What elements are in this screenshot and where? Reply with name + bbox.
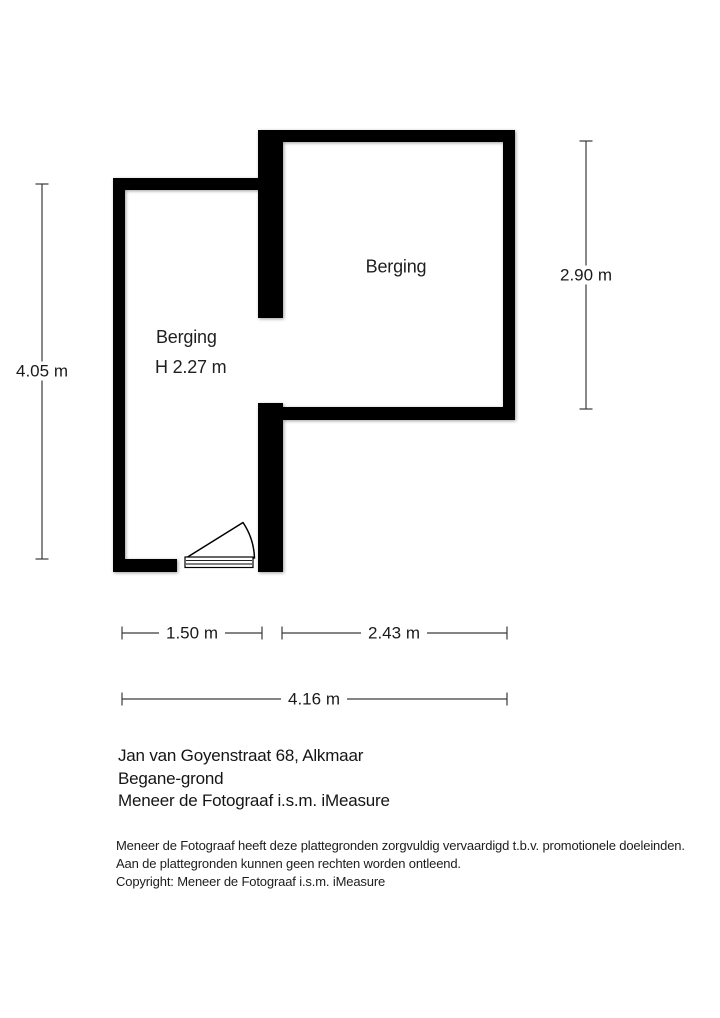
- disclaimer-line-3: Copyright: Meneer de Fotograaf i.s.m. iMeasure: [116, 874, 386, 889]
- dimension-label-bottom-left-width: 1.50 m: [159, 624, 225, 643]
- dimension-label-bottom-total-width: 4.16 m: [281, 690, 347, 709]
- dimension-label-right-height: 2.90 m: [553, 266, 619, 285]
- disclaimer: [116, 837, 685, 891]
- wall-divider-lower: [258, 403, 283, 572]
- wall-divider-upper: [258, 130, 283, 318]
- disclaimer-line-1: Meneer de Fotograaf heeft deze plattegronden zorgvuldig vervaardigd t.b.v. promotionele doeleinden.: [116, 838, 685, 853]
- walls: [113, 130, 515, 572]
- dimension-label-bottom-right-width: 2.43 m: [361, 624, 427, 643]
- dimension-label-left-height: 4.05 m: [9, 362, 75, 381]
- wall-bottom-right-room: [258, 407, 515, 420]
- floor-name-line: Begane-grond: [118, 768, 224, 788]
- wall-right-exterior: [503, 130, 515, 420]
- disclaimer-line-2: Aan de plattegronden kunnen geen rechten worden ontleend.: [116, 856, 461, 871]
- credit-line: Meneer de Fotograaf i.s.m. iMeasure: [118, 791, 390, 810]
- wall-left-exterior: [113, 178, 125, 572]
- room-height-label: H 2.27 m: [155, 357, 227, 377]
- door: [185, 523, 255, 568]
- wall-top-left-room: [113, 178, 258, 190]
- footer-info: [118, 745, 390, 813]
- door-leaf: [185, 557, 253, 568]
- wall-bottom-left-room: [113, 559, 177, 572]
- wall-top-right-room: [258, 130, 515, 142]
- address-line: Jan van Goyenstraat 68, Alkmaar: [118, 746, 364, 765]
- door-swing-arc: [186, 523, 255, 559]
- room-label-berging-right: Berging: [365, 256, 427, 277]
- room-label-berging-left: Berging: [156, 327, 217, 347]
